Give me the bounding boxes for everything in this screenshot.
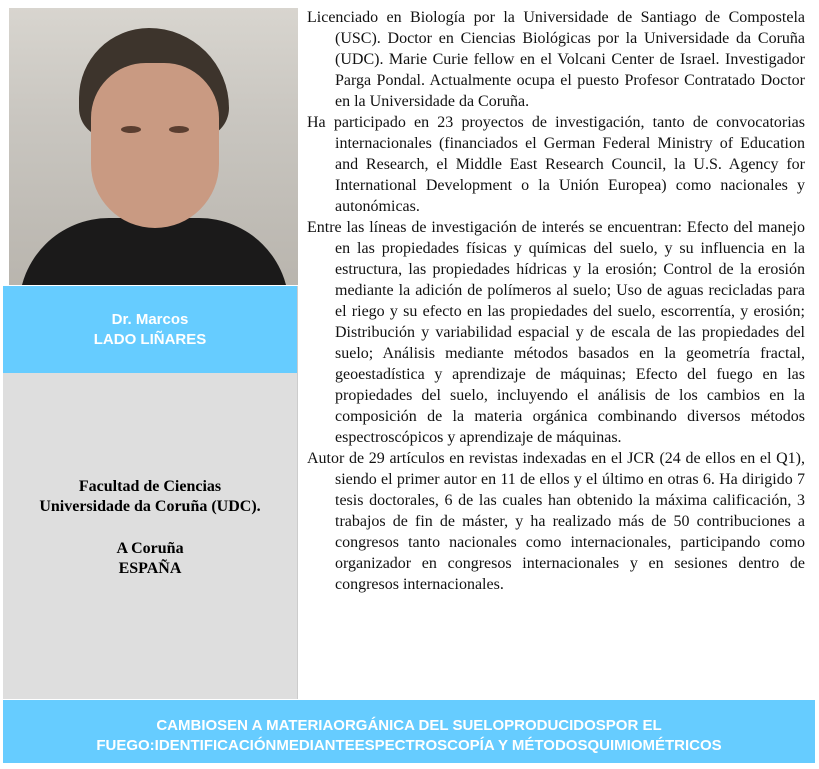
affiliation-box [3,373,297,699]
talk-title-line: CAMBIOSEN A MATERIAORGÁNICA DEL SUELOPRODUCIDOSPOR EL [156,716,662,734]
column-divider [297,286,298,699]
photo-eye [121,126,141,133]
affiliation-city: A Coruña [116,540,184,557]
profile-photo [9,8,298,285]
name-surname: LADO LIÑARES [93,330,207,348]
affiliation-faculty: Facultad de Ciencias [78,478,222,495]
photo-face [91,63,219,228]
bio-paragraph: Autor de 29 artículos en revistas indexadas en el JCR (24 de ellos en el Q1), siendo el primer autor en 11 de ellos y el último en otras 6. Ha dirigido 7 tesis doctorales, 6 de las cuales han obtenido la máxima calificación, 3 trabajos de fin de máster, y ha realizado más de 50 contribuciones a congresos tanto nacionales como internacionales, participando como organizador en congresos internacionales y en sesiones dentro de congresos internacionales. [307,450,805,593]
name-title: Dr. Marcos [111,310,189,328]
talk-title-line: FUEGO:IDENTIFICACIÓNMEDIANTEESPECTROSCOPÍA Y MÉTODOSQUIMIOMÉTRICOS [96,736,722,754]
talk-title-banner [3,700,815,763]
name-box [3,286,297,373]
biography [307,7,805,595]
bio-paragraph: Entre las líneas de investigación de interés se encuentran: Efecto del manejo en las propiedades físicas y químicas del suelo, y su influencia en la estructura, las propiedades hídricas y la erosión; Control de la erosión mediante la adición de polímeros al suelo; Uso de aguas recicladas para el riego y su efecto en las propiedades del suelo, escorrentía, y erosión; Distribución y variabilidad espacial y de escala de las propiedades del suelo; Análisis mediante métodos basados en la geometría fractal, geoestadística y aprendizaje de máquinas; Efecto del fuego en las propiedades del suelo, incluyendo el análisis de los cambios en la composición de la materia orgánica combinando diversos métodos espectroscópicos y aprendizaje de máquinas. [307,219,805,446]
bio-paragraph: Licenciado en Biología por la Universidade de Santiago de Compostela (USC). Doctor en Ciencias Biológicas por la Universidade da Coruña (UDC). Marie Curie fellow en el Volcani Center de Israel. Investigador Parga Pondal. Actualmente ocupa el puesto Profesor Contratado Doctor en la Universidade da Coruña. [307,9,805,110]
affiliation-university: Universidade da Coruña (UDC). [39,498,261,515]
bio-paragraph: Ha participado en 23 proyectos de investigación, tanto de convocatorias internacionales (financiados el German Federal Ministry of Education and Research, el Middle East Research Council, la U.S. Agency for International Development o la Unión Europea) como nacionales y autonómicas. [307,114,805,215]
photo-eye [169,126,189,133]
affiliation-country: ESPAÑA [118,560,182,577]
photo-shirt [19,218,289,285]
